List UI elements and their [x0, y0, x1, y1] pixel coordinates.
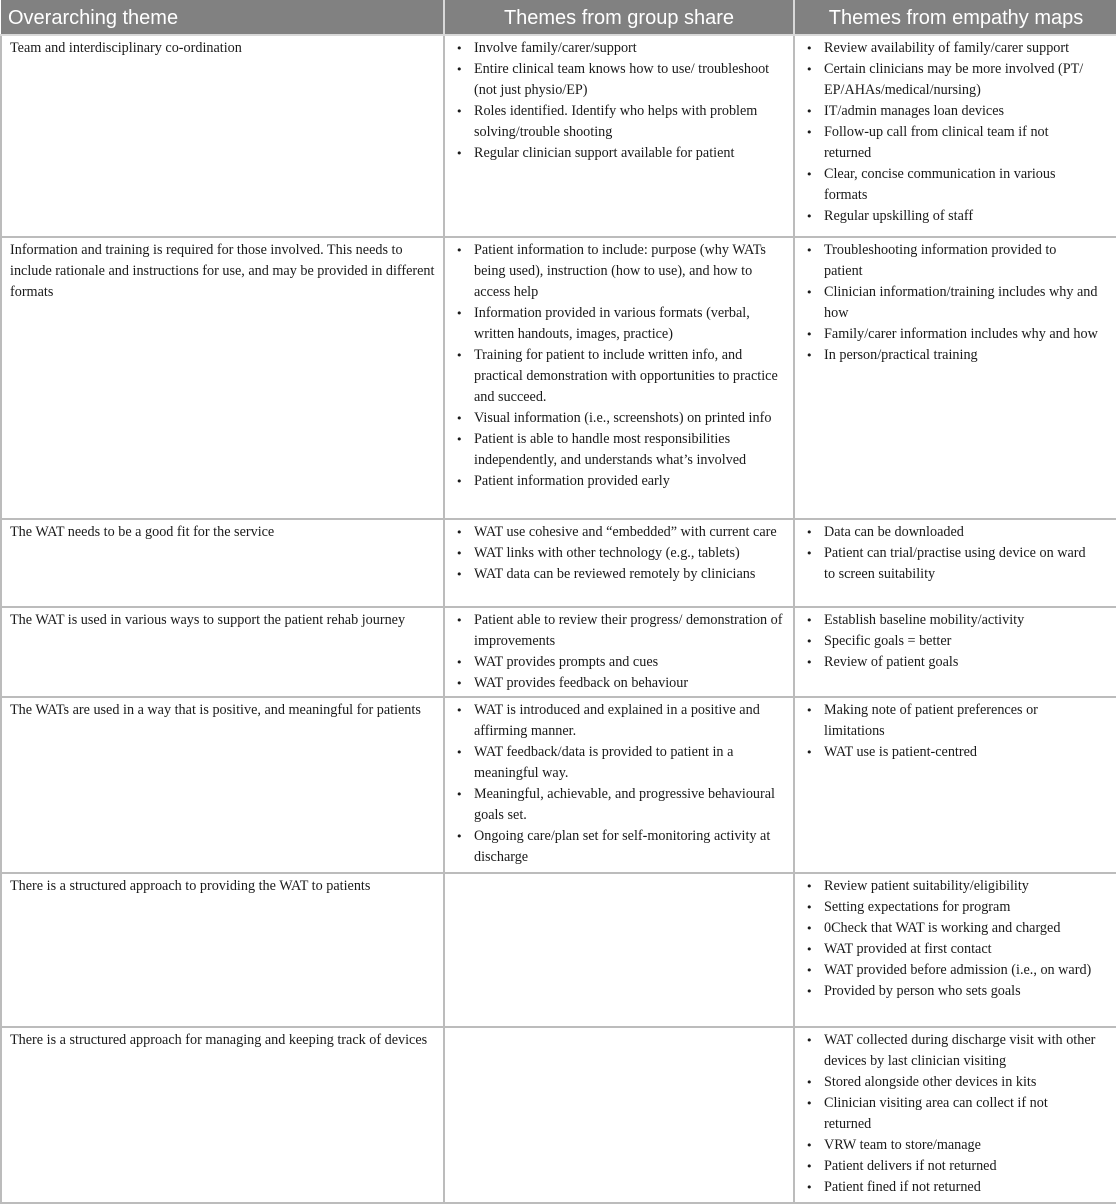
group-share-list	[453, 610, 787, 694]
list-item: • WAT data can be reviewed remotely by clinicians	[453, 564, 787, 585]
table-row	[1, 873, 1116, 1027]
list-item: • Information provided in various formats (verbal, written handouts, images, practice)	[453, 303, 787, 345]
empathy-maps-list	[803, 38, 1098, 227]
list-item: • IT/admin manages loan devices	[803, 101, 1098, 122]
group-share-cell	[444, 519, 794, 607]
overarching-theme-cell: The WAT needs to be a good fit for the service	[1, 519, 444, 607]
header-overarching-theme: Overarching theme	[1, 0, 444, 35]
empathy-maps-cell	[794, 697, 1116, 873]
empathy-maps-list	[803, 240, 1098, 366]
table-row	[1, 697, 1116, 873]
group-share-list	[453, 700, 787, 868]
empathy-maps-list	[803, 876, 1098, 1002]
empathy-maps-list	[803, 610, 1098, 673]
list-item: • Entire clinical team knows how to use/ troubleshoot (not just physio/EP)	[453, 59, 787, 101]
list-item: • WAT use cohesive and “embedded” with current care	[453, 522, 787, 543]
group-share-cell	[444, 35, 794, 237]
list-item: • Ongoing care/plan set for self-monitoring activity at discharge	[453, 826, 787, 868]
empathy-maps-cell	[794, 607, 1116, 697]
table-row	[1, 237, 1116, 519]
list-item: • Review patient suitability/eligibility	[803, 876, 1098, 897]
empathy-maps-list	[803, 522, 1098, 585]
group-share-cell	[444, 873, 794, 1027]
list-item: • WAT provided before admission (i.e., on ward)	[803, 960, 1098, 981]
empathy-maps-cell	[794, 519, 1116, 607]
header-group-share: Themes from group share	[444, 0, 794, 35]
list-item: • Family/carer information includes why and how	[803, 324, 1098, 345]
list-item: • Stored alongside other devices in kits	[803, 1072, 1098, 1093]
list-item: • 0Check that WAT is working and charged	[803, 918, 1098, 939]
list-item: • Clinician visiting area can collect if not returned	[803, 1093, 1098, 1135]
list-item: • WAT use is patient-centred	[803, 742, 1098, 763]
list-item: • Visual information (i.e., screenshots) on printed info	[453, 408, 787, 429]
table-row	[1, 519, 1116, 607]
table-row	[1, 1027, 1116, 1203]
group-share-cell	[444, 697, 794, 873]
list-item: • Patient can trial/practise using device on ward to screen suitability	[803, 543, 1098, 585]
list-item: • Regular clinician support available for patient	[453, 143, 787, 164]
list-item: • Regular upskilling of staff	[803, 206, 1098, 227]
table-row	[1, 607, 1116, 697]
list-item: • Patient is able to handle most responsibilities independently, and understands what’s involved	[453, 429, 787, 471]
list-item: • Making note of patient preferences or limitations	[803, 700, 1098, 742]
table-body	[1, 35, 1116, 1203]
list-item: • Review of patient goals	[803, 652, 1098, 673]
list-item: • Involve family/carer/support	[453, 38, 787, 59]
empathy-maps-cell	[794, 237, 1116, 519]
overarching-theme-cell: The WATs are used in a way that is positive, and meaningful for patients	[1, 697, 444, 873]
list-item: • Troubleshooting information provided to patient	[803, 240, 1098, 282]
list-item: • Certain clinicians may be more involved (PT/ EP/AHAs/medical/nursing)	[803, 59, 1098, 101]
list-item: • WAT links with other technology (e.g., tablets)	[453, 543, 787, 564]
list-item: • Patient delivers if not returned	[803, 1156, 1098, 1177]
group-share-cell	[444, 1027, 794, 1203]
group-share-cell	[444, 237, 794, 519]
list-item: • WAT provides feedback on behaviour	[453, 673, 787, 694]
group-share-list	[453, 522, 787, 585]
list-item: • Roles identified. Identify who helps with problem solving/trouble shooting	[453, 101, 787, 143]
list-item: • Follow-up call from clinical team if not returned	[803, 122, 1098, 164]
overarching-theme-cell: Team and interdisciplinary co-ordination	[1, 35, 444, 237]
list-item: • Patient information provided early	[453, 471, 787, 492]
list-item: • Clinician information/training includes why and how	[803, 282, 1098, 324]
list-item: • Provided by person who sets goals	[803, 981, 1098, 1002]
list-item: • Patient able to review their progress/ demonstration of improvements	[453, 610, 787, 652]
list-item: • Meaningful, achievable, and progressive behavioural goals set.	[453, 784, 787, 826]
table-header	[1, 0, 1116, 35]
list-item: • WAT provides prompts and cues	[453, 652, 787, 673]
group-share-list	[453, 240, 787, 492]
list-item: • Data can be downloaded	[803, 522, 1098, 543]
list-item: • Specific goals = better	[803, 631, 1098, 652]
list-item: • Review availability of family/carer support	[803, 38, 1098, 59]
overarching-theme-cell: The WAT is used in various ways to support the patient rehab journey	[1, 607, 444, 697]
list-item: • WAT collected during discharge visit with other devices by last clinician visiting	[803, 1030, 1098, 1072]
overarching-theme-cell: There is a structured approach to providing the WAT to patients	[1, 873, 444, 1027]
group-share-cell	[444, 607, 794, 697]
empathy-maps-list	[803, 1030, 1098, 1198]
list-item: • Patient information to include: purpose (why WATs being used), instruction (how to use), and how to access help	[453, 240, 787, 303]
list-item: • In person/practical training	[803, 345, 1098, 366]
list-item: • Patient fined if not returned	[803, 1177, 1098, 1198]
list-item: • Establish baseline mobility/activity	[803, 610, 1098, 631]
list-item: • Clear, concise communication in various formats	[803, 164, 1098, 206]
empathy-maps-list	[803, 700, 1098, 763]
table-row	[1, 35, 1116, 237]
list-item: • WAT provided at first contact	[803, 939, 1098, 960]
list-item: • Training for patient to include written info, and practical demonstration with opportunities to practice and succeed.	[453, 345, 787, 408]
empathy-maps-cell	[794, 873, 1116, 1027]
empathy-maps-cell	[794, 1027, 1116, 1203]
group-share-list	[453, 38, 787, 164]
empathy-maps-cell	[794, 35, 1116, 237]
overarching-theme-cell: There is a structured approach for managing and keeping track of devices	[1, 1027, 444, 1203]
overarching-theme-cell: Information and training is required for those involved. This needs to include rationale and instructions for use, and may be provided in different formats	[1, 237, 444, 519]
header-empathy-maps: Themes from empathy maps	[794, 0, 1116, 35]
list-item: • Setting expectations for program	[803, 897, 1098, 918]
list-item: • WAT feedback/data is provided to patient in a meaningful way.	[453, 742, 787, 784]
list-item: • VRW team to store/manage	[803, 1135, 1098, 1156]
list-item: • WAT is introduced and explained in a positive and affirming manner.	[453, 700, 787, 742]
header-row	[1, 0, 1116, 35]
